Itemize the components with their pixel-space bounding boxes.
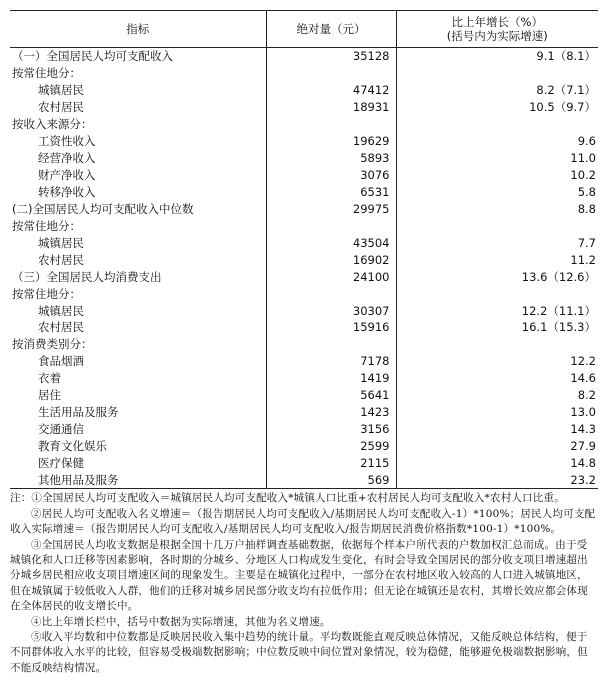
document xyxy=(10,10,598,676)
note-paragraph: ②居民人均可支配收入名义增速＝（报告期居民人均可支配收入/基期居民人均可支配收入-1）*100%；居民人均可支配收入实际增速＝（报告期居民人均可支配收入/基期居民人均可支配收入/报告期居民消费价格指数*100-1）*100%。 xyxy=(10,507,596,536)
header-growth-line2: (括号内为实际增速) xyxy=(446,29,548,43)
row-growth: 14.6 xyxy=(396,370,598,387)
row-value: 2599 xyxy=(266,438,396,455)
row-value: 5893 xyxy=(266,150,396,167)
table-row xyxy=(10,48,598,65)
table-row xyxy=(10,184,598,201)
row-label: 其他用品及服务 xyxy=(10,471,266,488)
row-growth: 23.2 xyxy=(396,471,598,488)
row-label: 城镇居民 xyxy=(38,303,84,318)
row-value xyxy=(266,116,396,133)
row-label: 按常住地分： xyxy=(12,286,81,301)
notes xyxy=(10,491,598,676)
row-label: 转移净收入 xyxy=(38,184,96,199)
note-paragraph: ③全国居民人均收支数据是根据全国十几万户抽样调查基础数据，依据每个样本户所代表的户数加权汇总而成。由于受城镇化和人口迁移等因素影响，各时期的分城乡、分地区人口构成发生变化，有时会导致全国居民的部分收支项目增速超出分城乡居民相应收支项目增速区间的现象发生。主要是在城镇化过程中，一部分在农村地区收入较高的人口进入城镇地区，但在城镇属于较低收入人群，他们的迁移对城乡居民部分收支均有拉低作用；但无论在城镇还是农村，其增长效应都会体现在全体居民的收支增长中。 xyxy=(10,538,588,613)
table-row xyxy=(10,285,598,302)
row-label: 居住 xyxy=(38,388,61,403)
row-value: 6531 xyxy=(266,184,396,201)
row-label: 农村居民 xyxy=(38,252,84,267)
row-growth: 7.7 xyxy=(396,234,598,251)
table-body xyxy=(10,48,598,489)
row-growth: 10.2 xyxy=(396,167,598,184)
row-label: 教育文化娱乐 xyxy=(38,439,107,454)
row-growth: 9.1（8.1） xyxy=(396,48,598,65)
note-paragraph: ⑤收入平均数和中位数都是反映居民收入集中趋势的统计量。平均数既能直观反映总体情况，又能反映总体结构，便于不同群体收入水平的比较，但容易受极端数据影响；中位数反映中间位置对象情况，较为稳健，能够避免极端数据影响，但不能反映结构情况。 xyxy=(10,631,588,674)
row-label: 工资性收入 xyxy=(38,134,96,149)
row-label: 财产净收入 xyxy=(38,168,96,183)
table-row xyxy=(10,421,598,438)
row-value: 30307 xyxy=(266,302,396,319)
table-row xyxy=(10,404,598,421)
row-growth: 14.8 xyxy=(396,455,598,472)
row-label: 城镇居民 xyxy=(38,235,84,250)
table-row xyxy=(10,353,598,370)
row-growth: 13.0 xyxy=(396,404,598,421)
row-value xyxy=(266,217,396,234)
row-growth: 10.5（9.7） xyxy=(396,99,598,116)
row-value: 16902 xyxy=(266,251,396,268)
row-value: 35128 xyxy=(266,48,396,65)
row-value: 2115 xyxy=(266,455,396,472)
row-value: 5641 xyxy=(266,387,396,404)
table-row xyxy=(10,150,598,167)
row-label: 按收入来源分： xyxy=(12,117,93,132)
row-label: 城镇居民 xyxy=(38,83,84,98)
row-growth: 11.0 xyxy=(396,150,598,167)
row-value: 7178 xyxy=(266,353,396,370)
row-growth: 11.2 xyxy=(396,251,598,268)
row-label: （一）全国居民人均可支配收入 xyxy=(12,49,173,64)
table-row xyxy=(10,99,598,116)
row-growth: 8.2 xyxy=(396,387,598,404)
row-growth xyxy=(396,217,598,234)
row-label: 农村居民 xyxy=(38,320,84,335)
table-header xyxy=(10,11,598,48)
row-label: 衣着 xyxy=(38,371,61,386)
header-indicator: 指标 xyxy=(10,11,266,48)
table-row xyxy=(10,116,598,133)
row-label: 农村居民 xyxy=(38,100,84,115)
table-row xyxy=(10,471,598,488)
table-row xyxy=(10,234,598,251)
row-value xyxy=(266,336,396,353)
table-row xyxy=(10,438,598,455)
row-label: 按消费类别分： xyxy=(12,337,93,352)
table-row xyxy=(10,268,598,285)
row-label: 交通通信 xyxy=(38,422,84,437)
row-label: 经营净收入 xyxy=(38,151,96,166)
row-label: 按常住地分： xyxy=(12,66,81,81)
table-row xyxy=(10,65,598,82)
row-growth: 14.3 xyxy=(396,421,598,438)
row-growth xyxy=(396,336,598,353)
header-absolute: 绝对量（元） xyxy=(266,11,396,48)
row-value: 24100 xyxy=(266,268,396,285)
table-row xyxy=(10,217,598,234)
row-label: 医疗保健 xyxy=(38,455,84,470)
row-value: 569 xyxy=(266,471,396,488)
table-row xyxy=(10,82,598,99)
table-row xyxy=(10,370,598,387)
table-row xyxy=(10,200,598,217)
note-paragraph: ④比上年增长栏中，括号中数据为实际增速，其他为名义增速。 xyxy=(31,615,331,628)
table-row xyxy=(10,167,598,184)
note-paragraph: 注：①全国居民人均可支配收入＝城镇居民人均可支配收入*城镇人口比重+农村居民人均可支配收入*农村人口比重。 xyxy=(10,492,565,505)
row-value xyxy=(266,285,396,302)
row-value: 29975 xyxy=(266,200,396,217)
row-growth xyxy=(396,65,598,82)
row-value: 19629 xyxy=(266,133,396,150)
row-value: 15916 xyxy=(266,319,396,336)
row-value: 3076 xyxy=(266,167,396,184)
row-label: 生活用品及服务 xyxy=(38,405,119,420)
row-value: 3156 xyxy=(266,421,396,438)
row-value: 1423 xyxy=(266,404,396,421)
row-growth: 8.2（7.1） xyxy=(396,82,598,99)
header-growth xyxy=(396,11,598,48)
row-growth: 12.2 xyxy=(396,353,598,370)
row-growth: 8.8 xyxy=(396,200,598,217)
row-growth: 16.1（15.3） xyxy=(396,319,598,336)
row-value: 1419 xyxy=(266,370,396,387)
row-growth: 9.6 xyxy=(396,133,598,150)
row-value xyxy=(266,65,396,82)
table-row xyxy=(10,133,598,150)
row-value: 18931 xyxy=(266,99,396,116)
row-label: (二)全国居民人均可支配收入中位数 xyxy=(12,201,194,216)
row-value: 47412 xyxy=(266,82,396,99)
row-value: 43504 xyxy=(266,234,396,251)
table-row xyxy=(10,319,598,336)
row-label: （三）全国居民人均消费支出 xyxy=(12,269,162,284)
table-row xyxy=(10,336,598,353)
header-growth-line1: 比上年增长（%） xyxy=(451,15,543,29)
table-row xyxy=(10,455,598,472)
row-growth: 5.8 xyxy=(396,184,598,201)
row-growth: 12.2（11.1） xyxy=(396,302,598,319)
row-growth: 27.9 xyxy=(396,438,598,455)
row-growth: 13.6（12.6） xyxy=(396,268,598,285)
table-row xyxy=(10,251,598,268)
row-growth xyxy=(396,116,598,133)
row-label: 食品烟酒 xyxy=(38,354,84,369)
table-row xyxy=(10,387,598,404)
row-label: 按常住地分： xyxy=(12,218,81,233)
income-consumption-table xyxy=(10,10,598,489)
row-growth xyxy=(396,285,598,302)
table-row xyxy=(10,302,598,319)
